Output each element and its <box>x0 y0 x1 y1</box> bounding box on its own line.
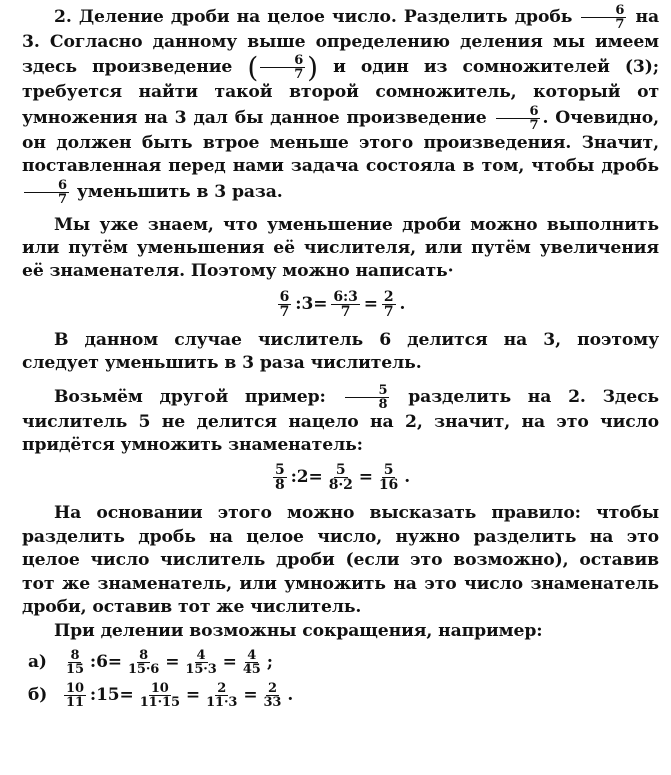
fraction <box>126 649 161 676</box>
numerator: 8 <box>139 647 149 663</box>
operator: = <box>363 293 378 314</box>
right-paren: ) <box>307 51 318 85</box>
fraction <box>345 384 390 411</box>
numerator: 5 <box>274 462 285 479</box>
punctuation: . <box>287 684 294 705</box>
operator: = <box>243 684 258 705</box>
punctuation: . <box>404 467 411 488</box>
fraction <box>382 290 396 319</box>
paragraph-another-example <box>22 384 659 458</box>
paragraph-numerator-divisible: В данном случае числитель 6 делится на 3, поэтому следует уменьшить в 3 раза числитель. <box>22 329 659 374</box>
numerator: 6 <box>581 4 626 18</box>
denominator: 15 <box>66 661 84 677</box>
denominator: 7 <box>58 191 67 207</box>
fraction <box>273 463 287 492</box>
denominator: 7 <box>383 303 394 320</box>
fraction <box>64 682 86 709</box>
operator: :3= <box>295 293 328 314</box>
text-segment: разделить на 2. Здесь числитель 5 не делится нацело на 2, значит, на это число придётся умножить знаменатель: <box>22 386 659 456</box>
fraction <box>278 290 292 319</box>
fraction <box>581 4 626 31</box>
denominator: 8 <box>378 396 388 412</box>
denominator: 7 <box>529 117 539 133</box>
denominator: 8·2 <box>328 477 353 494</box>
numerator: 6 <box>260 54 305 68</box>
left-paren: ( <box>247 51 259 85</box>
text-segment: 2. Деление дроби на целое число. Разделить дробь <box>54 7 573 27</box>
denominator: 16 <box>378 477 399 494</box>
fraction <box>241 649 263 676</box>
denominator: 45 <box>242 661 261 677</box>
operator: = <box>358 467 373 488</box>
numerator: 6 <box>496 105 541 119</box>
fraction <box>138 682 182 709</box>
numerator: 6 <box>24 179 69 193</box>
text-segment: и один из сомножителей (3); требуется найти такой второй сомножитель, который от умножения на 3 дал бы данное произведение <box>22 57 660 128</box>
formula-five-eighths <box>22 463 659 492</box>
numerator: 5 <box>335 462 346 479</box>
text-segment: Возьмём другой пример: <box>54 386 326 407</box>
numerator: 2 <box>267 680 277 696</box>
fraction <box>496 105 541 132</box>
denominator: 7 <box>279 303 290 320</box>
numerator: 10 <box>66 680 84 696</box>
paragraph-known-methods: Мы уже знаем, что уменьшение дроби можно выполнить или путём уменьшения её числителя, или путём увеличения её знаменателя. Поэтому можно написать· <box>22 214 659 282</box>
numerator: 2 <box>217 680 227 696</box>
fraction <box>261 682 283 709</box>
numerator: 6 <box>279 288 290 305</box>
formula-six-sevenths <box>22 290 659 319</box>
numerator: 8 <box>70 647 80 663</box>
example-label: а) <box>28 651 47 672</box>
denominator: 7 <box>615 17 625 32</box>
punctuation: ; <box>266 651 273 672</box>
fraction <box>24 179 69 206</box>
paragraph-rule: На основании этого можно высказать правило: чтобы разделить дробь на целое число, нужно разделить на это целое число числитель дроби (если это возможно), оставив тот же знаменатель, или умножить на это число знаменатель дроби, оставив тот же числитель. <box>22 503 659 618</box>
numerator: 5 <box>345 384 390 398</box>
numerator: 4 <box>247 647 257 663</box>
numerator: 10 <box>150 680 169 696</box>
numerator: 4 <box>196 647 206 663</box>
paragraph-division-by-integer <box>22 4 659 206</box>
denominator: 11·15 <box>139 694 180 710</box>
fraction <box>64 649 86 676</box>
text-segment: уменьшить в 3 раза. <box>76 181 283 202</box>
punctuation: . <box>399 293 406 314</box>
numerator: 5 <box>383 462 394 479</box>
fraction <box>327 463 355 492</box>
denominator: 15·3 <box>185 661 217 677</box>
numerator: 2 <box>383 288 394 305</box>
operator: = <box>165 651 180 672</box>
denominator: 15·6 <box>127 661 160 677</box>
operator: = <box>185 684 201 705</box>
paragraph-reductions: При делении возможны сокращения, например: <box>54 620 543 641</box>
operator: :2= <box>290 467 323 488</box>
numerator: 6:3 <box>333 288 358 305</box>
denominator: 8 <box>274 477 285 494</box>
fraction <box>377 463 400 492</box>
text-segment: на 3. Согласно данному выше определению деления мы имеем здесь произведение <box>22 7 659 78</box>
text-segment: . Очевидно, он должен быть втрое меньше этого произведения. Значит, поставленная перед нами задача состояла в том, чтобы дробь <box>22 107 660 177</box>
fraction <box>331 290 359 319</box>
denominator: 7 <box>340 303 351 320</box>
denominator: 33 <box>263 694 282 710</box>
denominator: 7 <box>294 67 304 83</box>
operator: :6= <box>89 651 122 672</box>
denominator: 11·3 <box>206 694 238 710</box>
example-a <box>22 649 659 676</box>
operator: = <box>222 651 237 672</box>
fraction <box>204 682 239 709</box>
operator: :15= <box>89 684 134 705</box>
example-label: б) <box>28 684 48 705</box>
fraction <box>260 54 305 81</box>
denominator: 11 <box>66 694 84 710</box>
example-b <box>22 682 659 709</box>
fraction <box>183 649 218 676</box>
